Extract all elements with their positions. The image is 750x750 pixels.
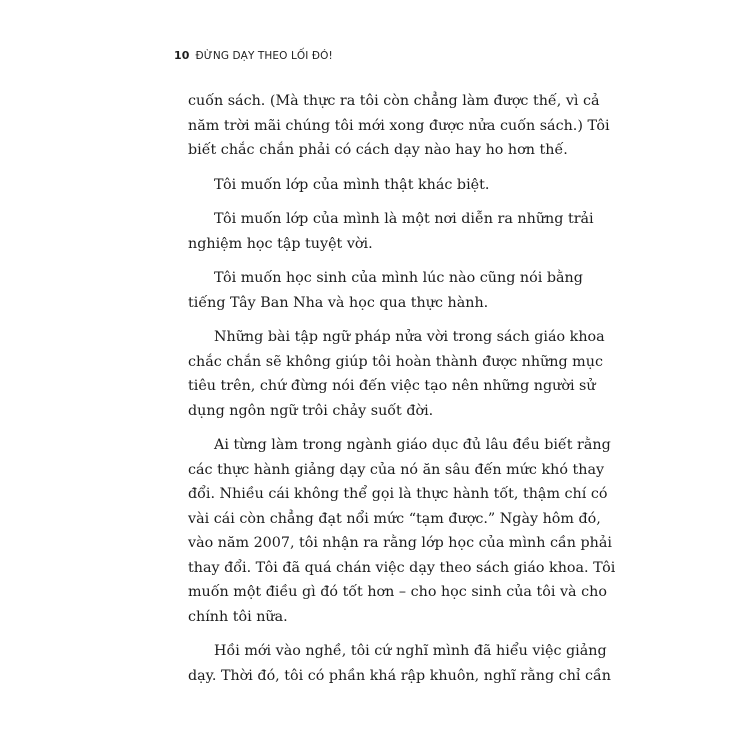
text-line: năm trời mãi chúng tôi mới xong được nửa cuốn sách.) Tôi: [188, 117, 610, 134]
text-line: Những bài tập ngữ pháp nửa vời trong sách giáo khoa: [214, 329, 605, 345]
text-line: tiếng Tây Ban Nha và học qua thực hành.: [188, 294, 489, 311]
text-line: dạy. Thời đó, tôi có phần khá rập khuôn, nghĩ rằng chỉ cần: [188, 667, 611, 684]
text-line: vào năm 2007, tôi nhận ra rằng lớp học của mình cần phải: [188, 535, 612, 551]
text-line: chính tôi nữa.: [188, 608, 288, 625]
text-line: chắc chắn sẽ không giúp tôi hoàn thành được những mục: [188, 353, 603, 370]
paragraph: [188, 266, 583, 315]
paragraph: [188, 89, 610, 163]
paragraph: [188, 433, 616, 629]
text-line: Hồi mới vào nghề, tôi cứ nghĩ mình đã hiểu việc giảng: [214, 643, 607, 659]
paragraph: [188, 639, 611, 688]
text-line: các thực hành giảng dạy của nó ăn sâu đến mức khó thay: [188, 461, 605, 478]
text-line: tiêu trên, chứ đừng nói đến việc tạo nên những người sử: [188, 378, 596, 394]
paragraph: [188, 173, 570, 198]
chapter-title: ĐỪNG DẠY THEO LỐI ĐÓ!: [195, 50, 333, 62]
text-line: dụng ngôn ngữ trôi chảy suốt đời.: [188, 402, 434, 419]
body-text: [188, 89, 616, 698]
text-line: Tôi muốn học sinh của mình lúc nào cũng nói bằng: [214, 270, 583, 286]
text-line: Ai từng làm trong ngành giáo dục đủ lâu đều biết rằng: [214, 437, 611, 453]
text-line: Tôi muốn lớp của mình thật khác biệt.: [214, 176, 490, 193]
paragraph: [188, 207, 594, 256]
text-line: đổi. Nhiều cái không thể gọi là thực hành tốt, thậm chí có: [188, 486, 608, 502]
paragraph: [188, 325, 605, 423]
text-line: Tôi muốn lớp của mình là một nơi diễn ra những trải: [214, 211, 594, 227]
running-head: [174, 49, 333, 62]
text-line: biết chắc chắn phải có cách dạy nào hay ho hơn thế.: [188, 142, 568, 158]
page-number: 10: [174, 49, 190, 62]
text-line: nghiệm học tập tuyệt vời.: [188, 235, 373, 252]
text-line: muốn một điều gì đó tốt hơn – cho học sinh của tôi và cho: [188, 584, 607, 600]
text-line: thay đổi. Tôi đã quá chán việc dạy theo sách giáo khoa. Tôi: [188, 559, 616, 576]
text-line: vài cái còn chẳng đạt nổi mức “tạm được.” Ngày hôm đó,: [188, 510, 601, 527]
text-line: cuốn sách. (Mà thực ra tôi còn chẳng làm được thế, vì cả: [188, 93, 600, 109]
